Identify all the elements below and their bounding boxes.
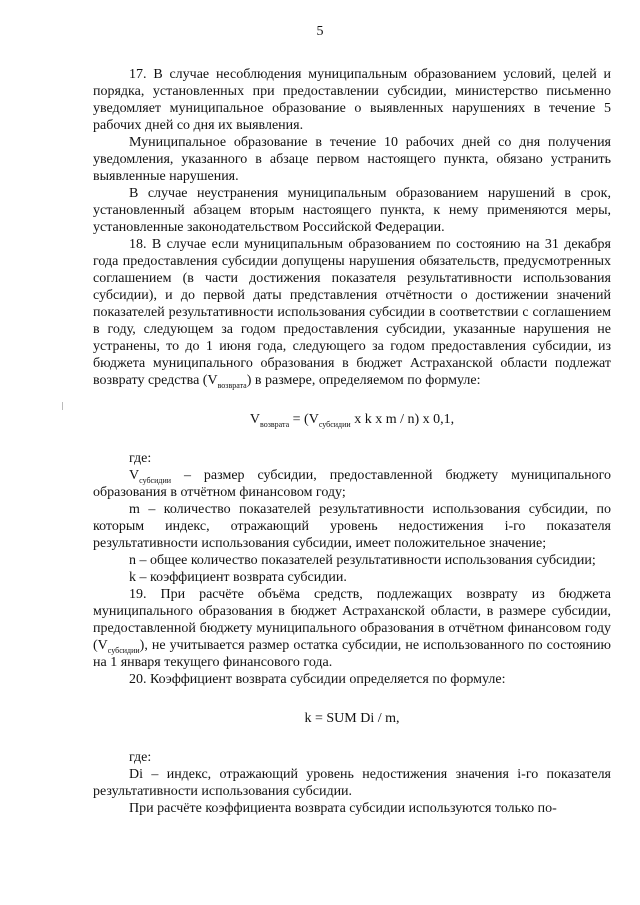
formula-k: k = SUM Di / m, [304, 711, 400, 726]
definition-n: n – общее количество показателей результативности использования субсидии; [129, 553, 596, 568]
paragraph-18 [93, 236, 611, 389]
formula1-rest: x k x m / n) x 0,1, [350, 412, 455, 427]
definition-k: k – коэффициент возврата субсидии. [129, 570, 347, 585]
where-label: где: [129, 451, 152, 466]
def-v-symbol: V [129, 468, 140, 483]
formula1-v: V [249, 412, 260, 427]
def-v-sub: субсидии [139, 475, 171, 485]
paragraph-19-text-b: ), не учитывается размер остатка субсидии, не использованного по состоянию на 1 января текущего финансового года. [93, 638, 611, 670]
where-label-2: где: [129, 750, 152, 765]
definition-m: m – количество показателей результативности использования субсидии, по которым индекс, отражающий уровень недостижения i-го показателя результативности использования субсидии, имеет положительное значение; [93, 502, 611, 551]
paragraph-18-text-a: 18. В случае если муниципальным образованием по состоянию на 31 декабря года предоставления субсидии допущены нарушения обязательств, предусмотренных соглашением (в части достижения показателя результативности использования субсидии), и до первой даты представления отчётности о достижении значений показателей результативности использования субсидии в соответствии с соглашением в году, следующем за годом предоставления субсидии, указанные нарушения не устранены, то до 1 июня года, следующего за годом предоставления субсидии, из бюджета муниципального образования в бюджет Астраханской области подлежат возврату средства (V [93, 237, 611, 388]
document-body [93, 66, 611, 817]
page-number: 5 [316, 24, 324, 39]
paragraph-18-text-b: ) в размере, определяемом по формуле: [246, 373, 481, 388]
paragraph-19 [93, 586, 611, 671]
paragraph-last: При расчёте коэффициента возврата субсидии используются только по- [129, 801, 557, 816]
formula1-mid: = (V [289, 412, 319, 427]
paragraph-18-subscript: возврата [217, 380, 247, 390]
definition-v-subsidii [93, 467, 611, 501]
paragraph-19-text-a: 19. При расчёте объёма средств, подлежащих возврату из бюджета муниципального образования в бюджет Астраханской области, в размере субсидии, предоставленной бюджету муниципального образования в отчётном финансовом году (V [93, 587, 611, 653]
paragraph-17-2: Муниципальное образование в течение 10 рабочих дней со дня получения уведомления, указанного в абзаце первом настоящего пункта, обязано устранить выявленные нарушения. [93, 135, 611, 184]
paragraph-17-3: В случае неустранения муниципальным образованием нарушений в срок, установленный абзацем вторым настоящего пункта, к нему применяются меры, установленные законодательством Российской Федерации. [93, 186, 611, 235]
definition-di: Di – индекс, отражающий уровень недостижения значения i-го показателя результативности использования субсидии. [93, 767, 611, 799]
paragraph-17: 17. В случае несоблюдения муниципальным образованием условий, целей и порядка, установленных при предоставлении субсидии, министерство письменно уведомляет муниципальное образование о выявленных нарушениях в течение 5 рабочих дней со дня их выявления. [93, 67, 611, 133]
paragraph-20: 20. Коэффициент возврата субсидии определяется по формуле: [129, 672, 506, 687]
formula1-v-sub: возврата [259, 419, 290, 429]
paragraph-19-subscript: субсидии [107, 645, 140, 655]
def-v-text: – размер субсидии, предоставленной бюджету муниципального образования в отчётном финансовом году; [93, 468, 611, 500]
formula1-mid-sub: субсидии [318, 419, 351, 429]
formula-v-vozvrata [93, 411, 611, 428]
scan-edge-mark [62, 402, 63, 410]
